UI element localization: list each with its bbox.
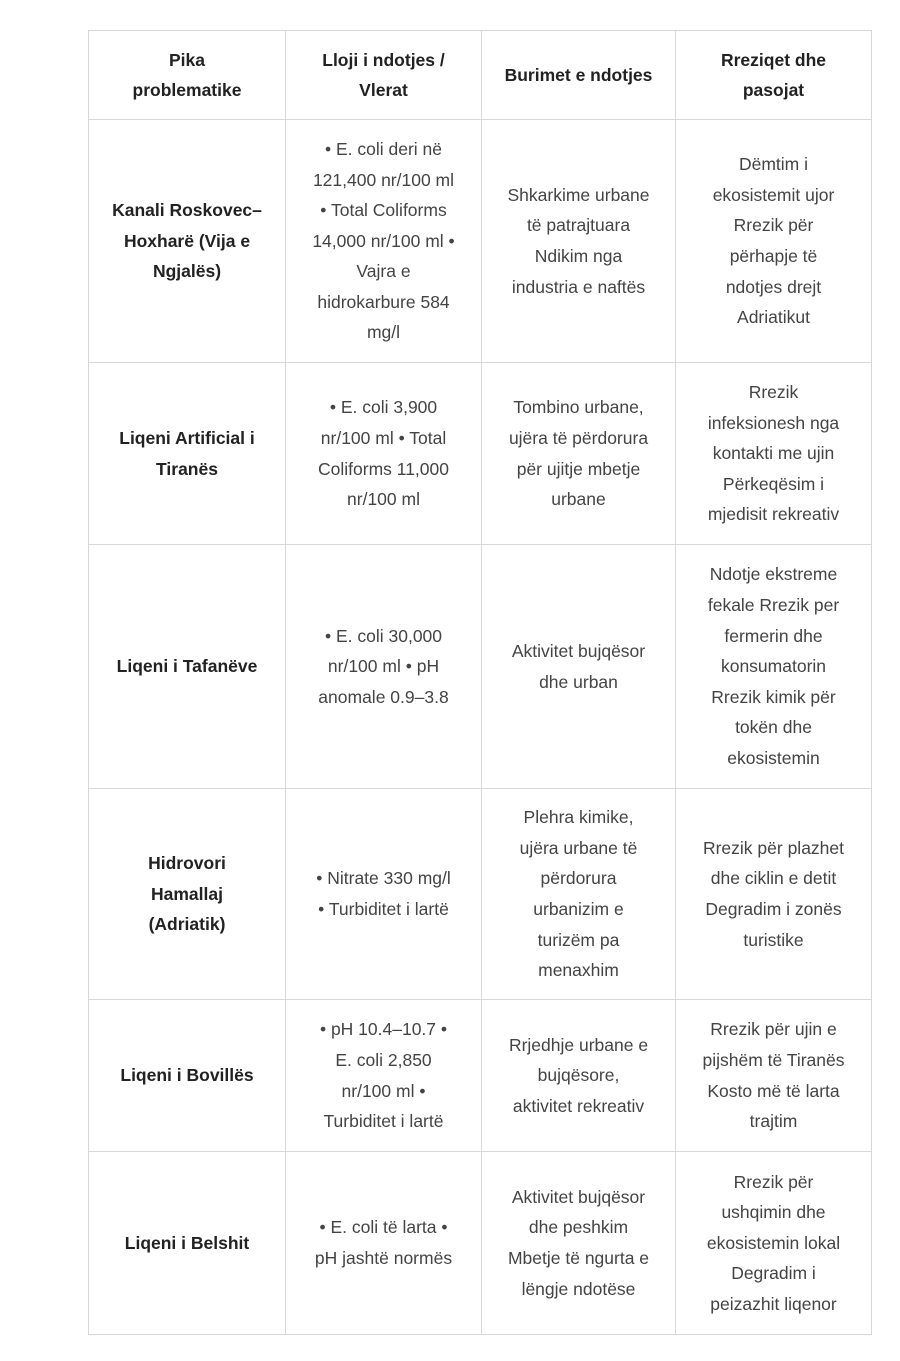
cell-text-line: aktivitet rekreativ	[512, 1095, 645, 1116]
table-row	[89, 789, 872, 1000]
cell-text-line: ekosistemin lokal	[706, 1232, 841, 1253]
header-text: Pika	[169, 50, 205, 70]
cell-lloji-vlerat	[286, 120, 482, 363]
header-text: Rreziqet dhe	[720, 50, 827, 70]
cell-text-line: industria e naftës	[511, 276, 646, 297]
cell-text-line: Hoxharë (Vija e	[123, 230, 251, 251]
cell-text-line: • E. coli 3,900	[329, 397, 438, 418]
cell-text-line: Turbiditet i lartë	[323, 1111, 444, 1132]
cell-text-line: turizëm pa	[537, 929, 620, 950]
cell-text-line: nr/100 ml •	[341, 1080, 426, 1101]
header-text: pasojat	[742, 80, 805, 100]
table-header-row	[89, 31, 872, 120]
cell-text-line: trajtim	[749, 1111, 798, 1132]
cell-text-line: Liqeni i Bovillës	[120, 1065, 254, 1086]
cell-text-line: Ndikim nga	[534, 246, 623, 266]
cell-rreziqet	[676, 545, 872, 789]
cell-text-line: • Nitrate 330 mg/l	[316, 868, 451, 889]
cell-lloji-vlerat	[286, 1000, 482, 1152]
cell-text-line: pijshëm të Tiranës	[702, 1049, 845, 1070]
cell-burimet	[482, 1000, 676, 1152]
cell-lloji-vlerat	[286, 545, 482, 789]
cell-text-line: urbanizim e	[533, 899, 624, 919]
cell-text-line: Rrezik për ujin e	[710, 1019, 837, 1040]
cell-lloji-vlerat	[286, 363, 482, 545]
cell-lloji-vlerat	[286, 1152, 482, 1335]
cell-text-line: peizazhit liqenor	[710, 1293, 837, 1314]
cell-text-line: Liqeni i Tafanëve	[116, 656, 258, 677]
cell-rreziqet	[676, 363, 872, 545]
cell-rreziqet	[676, 789, 872, 1000]
cell-text-line: Rrezik për	[733, 215, 814, 236]
cell-text-line: Rrezik	[748, 382, 799, 403]
cell-text-line: Shkarkime urbane	[507, 184, 650, 205]
cell-text-line: • Turbiditet i lartë	[318, 899, 449, 919]
cell-text-line: Rrezik kimik për	[711, 686, 836, 707]
cell-burimet	[482, 1152, 676, 1335]
cell-text-line: ekosistemit ujor	[712, 184, 835, 205]
cell-text-line: urbane	[551, 489, 606, 510]
cell-text-line: konsumatorin	[720, 656, 827, 677]
cell-text-line: Ndotje ekstreme	[709, 564, 838, 585]
cell-text-line: (Adriatik)	[148, 914, 226, 935]
cell-text-line: Degradim i	[731, 1263, 816, 1284]
cell-text-line: 121,400 nr/100 ml	[312, 169, 455, 190]
cell-text-line: Hidrovori	[148, 853, 226, 874]
cell-pika	[89, 120, 286, 363]
cell-text-line: nr/100 ml • Total	[320, 427, 447, 448]
cell-burimet	[482, 120, 676, 363]
cell-text-line: lëngje ndotëse	[521, 1278, 636, 1299]
table-body	[89, 120, 872, 1335]
cell-text-line: infeksionesh nga	[707, 412, 840, 433]
cell-text-line: nr/100 ml • pH	[327, 656, 440, 677]
cell-text-line: fekale Rrezik per	[707, 595, 840, 616]
cell-text-line: Dëmtim i	[738, 154, 809, 175]
cell-text-line: fermerin dhe	[724, 625, 823, 646]
cell-rreziqet	[676, 1152, 872, 1335]
cell-text-line: Adriatikut	[737, 307, 810, 328]
cell-text-line: kontakti me ujin	[712, 443, 835, 464]
cell-text-line: nr/100 ml	[347, 489, 420, 510]
cell-text-line: • Total Coliforms	[320, 200, 447, 221]
cell-text-line: Kosto më të larta	[707, 1080, 840, 1101]
cell-text-line: Rrezik për plazhet	[702, 837, 845, 858]
cell-text-line: mg/l	[366, 322, 401, 343]
header-text: Burimet e ndotjes	[504, 65, 653, 85]
cell-text-line: Aktivitet bujqësor	[511, 1186, 646, 1207]
cell-text-line: përdorura	[540, 868, 617, 889]
cell-rreziqet	[676, 120, 872, 363]
header-text: Lloji i ndotjes /	[322, 50, 445, 70]
cell-text-line: • E. coli 30,000	[324, 625, 443, 646]
cell-text-line: anomale 0.9–3.8	[318, 686, 449, 707]
cell-text-line: Rrezik për	[733, 1171, 814, 1192]
cell-text-line: ndotjes drejt	[725, 276, 822, 297]
cell-text-line: përhapje të	[729, 246, 818, 266]
cell-text-line: Rrjedhje urbane e	[508, 1034, 649, 1055]
cell-text-line: Hamallaj	[151, 883, 223, 904]
cell-text-line: • pH 10.4–10.7 •	[319, 1019, 448, 1040]
cell-text-line: • E. coli deri në	[324, 138, 442, 159]
cell-pika	[89, 1000, 286, 1152]
cell-burimet	[482, 789, 676, 1000]
cell-text-line: Tiranës	[156, 458, 218, 479]
cell-text-line: ushqimin dhe	[721, 1202, 826, 1223]
cell-pika	[89, 1152, 286, 1335]
cell-text-line: menaxhim	[538, 960, 619, 981]
cell-text-line: turistike	[743, 929, 804, 950]
header-rreziqet-pasojat	[676, 31, 872, 120]
cell-text-line: Tombino urbane,	[513, 397, 644, 418]
cell-rreziqet	[676, 1000, 872, 1152]
cell-text-line: E. coli 2,850	[335, 1049, 432, 1070]
cell-text-line: ujëra të përdorura	[508, 427, 649, 448]
cell-text-line: Përkeqësim i	[722, 473, 825, 494]
cell-burimet	[482, 545, 676, 789]
cell-text-line: Coliforms 11,000	[318, 458, 449, 479]
cell-text-line: dhe peshkim	[528, 1217, 629, 1238]
table-row	[89, 545, 872, 789]
cell-text-line: Plehra kimike,	[523, 807, 634, 828]
header-text: problematike	[132, 80, 242, 100]
pollution-table	[88, 30, 872, 1335]
cell-text-line: Liqeni Artificial i	[119, 427, 255, 448]
cell-text-line: Kanali Roskovec–	[112, 200, 262, 221]
table-row	[89, 1000, 872, 1152]
cell-text-line: Degradim i zonës	[705, 899, 842, 919]
cell-text-line: hidrokarbure 584	[317, 291, 450, 312]
cell-text-line: ujëra urbane të	[519, 837, 638, 858]
cell-pika	[89, 363, 286, 545]
cell-text-line: tokën dhe	[735, 717, 812, 738]
table-row	[89, 120, 872, 363]
cell-text-line: Mbetje të ngurta e	[507, 1248, 650, 1268]
cell-text-line: • E. coli të larta •	[319, 1217, 448, 1238]
cell-text-line: për ujitje mbetje	[516, 458, 641, 479]
table-row	[89, 363, 872, 545]
header-burimet-ndotjes	[482, 31, 676, 120]
cell-text-line: ekosistemin	[727, 747, 820, 768]
cell-text-line: dhe ciklin e detit	[710, 868, 837, 889]
cell-text-line: 14,000 nr/100 ml •	[312, 230, 455, 251]
cell-lloji-vlerat	[286, 789, 482, 1000]
cell-text-line: Aktivitet bujqësor	[511, 640, 646, 661]
table-row	[89, 1152, 872, 1335]
cell-pika	[89, 545, 286, 789]
header-pika-problematike	[89, 31, 286, 120]
cell-text-line: Ngjalës)	[152, 261, 222, 282]
cell-text-line: Vajra e	[356, 261, 411, 282]
cell-pika	[89, 789, 286, 1000]
header-text: Vlerat	[359, 80, 408, 100]
cell-text-line: bujqësore,	[537, 1065, 620, 1086]
header-lloji-ndotjes	[286, 31, 482, 120]
cell-text-line: mjedisit rekreativ	[707, 504, 840, 525]
cell-burimet	[482, 363, 676, 545]
cell-text-line: dhe urban	[539, 671, 618, 692]
cell-text-line: pH jashtë normës	[314, 1248, 453, 1268]
cell-text-line: Liqeni i Belshit	[124, 1232, 250, 1253]
cell-text-line: të patrajtuara	[526, 215, 631, 236]
